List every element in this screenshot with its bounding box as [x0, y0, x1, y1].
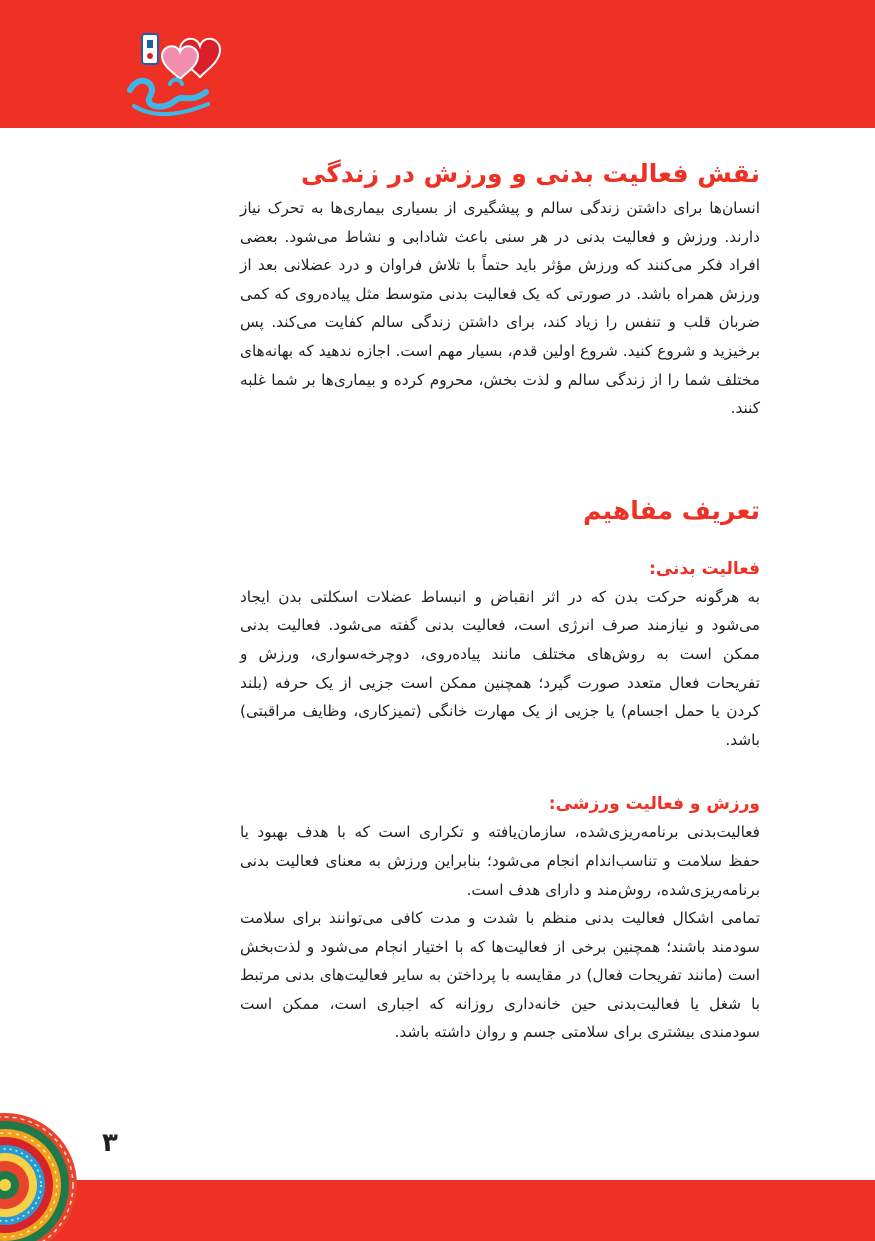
paragraph: تمامی اشکال فعالیت بدنی منظم با شدت و مدت کافی می‌توانند برای سلامت سودمند باشند؛ همچنین برخی از فعالیت‌ها که با اختیار انجام می‌شود و لذت‌بخش است (مانند تفریحات فعال) در مقایسه با پرداختن به سایر فعالیت‌های بدنی مرتبط با شغل یا فعالیت‌بدنی حین خانه‌داری روزانه که اجباری است، ممکن است سودمندی بیشتری برای سلامتی جسم و روان داشته باشد.: [240, 909, 760, 1042]
paragraph: فعالیت‌بدنی برنامه‌ریزی‌شده، سازمان‌یافته و تکراری است که با هدف بهبود یا حفظ سلامت و تناسب‌اندام انجام می‌شود؛ بنابراین ورزش به معنای فعالیت بدنی برنامه‌ریزی‌شده، روش‌مند و دارای هدف است.: [240, 823, 760, 899]
section-body-physical-activity-in-life: [240, 194, 760, 423]
paragraph: انسان‌ها برای داشتن زندگی سالم و پیشگیری از بسیاری بیماری‌ها به تحرک نیاز دارند. ورزش و فعالیت بدنی در هر سنی باعث شادابی و نشاط می‌شود. بعضی افراد فکر می‌کنند که ورزش مؤثر باید حتماً با تلاش فراوان و درد عضلانی بعد از ورزش همراه باشد. در صورتی که یک فعالیت بدنی متوسط مثل پیاده‌روی که کمی ضربان قلب و تنفس را زیاد کند، برای داشتن زندگی سالم کفایت می‌کند. پس برخیزید و شروع کنید. شروع اولین قدم، بسیار مهم است. اجازه ندهید که بهانه‌های مختلف شما را از زندگی سالم و لذت بخش، محروم کرده و بیماری‌ها بر شما غلبه کنند.: [240, 199, 760, 418]
mandala-ornament-icon: [0, 1110, 80, 1241]
body-physical-activity: [240, 583, 760, 755]
health-logo-icon: [110, 20, 230, 128]
subheading-exercise: ورزش و فعالیت ورزشی:: [548, 794, 760, 815]
subheading-physical-activity: فعالیت بدنی:: [649, 558, 760, 579]
section-title-definitions: تعریف مفاهیم: [583, 495, 760, 525]
paragraph: به هرگونه حرکت بدن که در اثر انقباض و انبساط عضلات اسکلتی بدن ایجاد می‌شود و نیازمند صرف انرژی است، فعالیت بدنی گفته می‌شود. فعالیت بدنی ممکن است به روش‌های مختلف مانند پیاده‌روی، دوچرخه‌سواری، ورزش و تفریحات فعال متعدد صورت گیرد؛ همچنین ممکن است جزیی از یک حرفه (بلند کردن یا حمل اجسام) یا جزیی از یک مهارت خانگی (تمیزکاری، وظایف مراقبتی) باشد.: [240, 587, 760, 749]
body-exercise: [240, 818, 760, 1047]
page-content: [240, 150, 760, 1047]
header-bar: [0, 0, 875, 128]
section-title-physical-activity-in-life: نقش فعالیت بدنی و ورزش در زندگی: [300, 159, 760, 188]
page-number: ۳: [102, 1128, 118, 1158]
footer-bar: [0, 1180, 875, 1241]
